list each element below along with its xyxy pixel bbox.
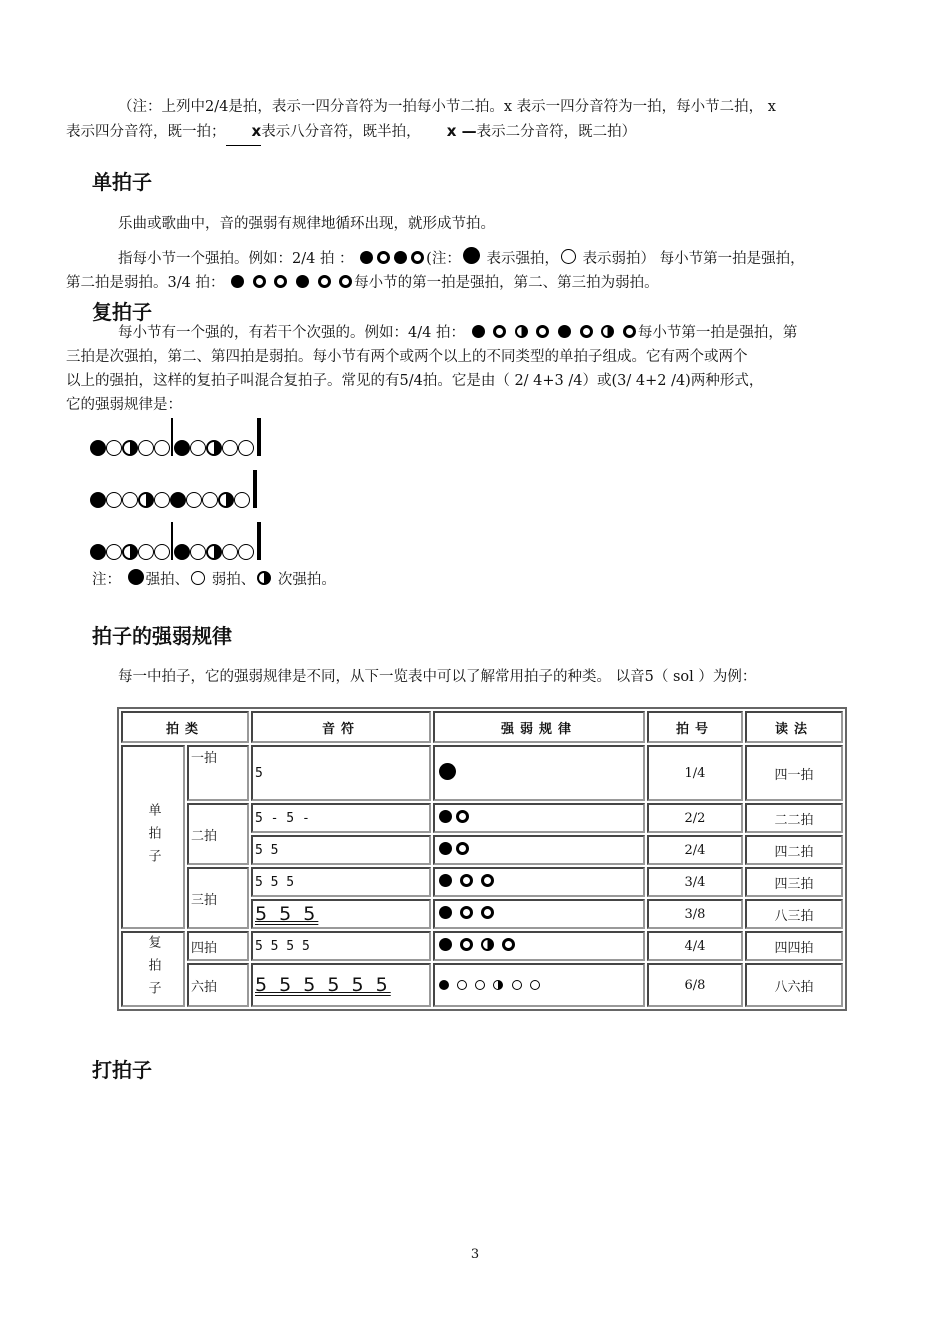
- notes-cell: 5 - 5 -: [251, 803, 431, 833]
- strong-beat-icon: [360, 251, 373, 264]
- signature-cell: 2/4: [647, 835, 743, 865]
- signature-cell: 6/8: [647, 963, 743, 1007]
- note-line-2b: 表示八分音符，既半拍，: [261, 124, 421, 140]
- sub-category: 四拍: [187, 931, 249, 961]
- table-header-row: [121, 711, 843, 743]
- beat-pattern-2: [90, 468, 257, 508]
- pattern-cell: [433, 745, 645, 801]
- reading-cell: 二二拍: [745, 803, 843, 833]
- weak-beat-icon: [318, 275, 331, 288]
- beat-legend: 注： 强拍、 弱拍、 次强拍。: [92, 568, 867, 592]
- strong-beat-icon: [558, 325, 571, 338]
- beat-rules-intro: 每一中拍子，它的强弱规律是不同，从下一览表中可以了解常用拍子的种类。 以音5（ sol ）为例：: [118, 669, 757, 685]
- note-paragraph: [66, 95, 867, 144]
- page-number: 3: [470, 1247, 480, 1262]
- sub-category: 一拍: [187, 745, 249, 801]
- signature-cell: 3/8: [647, 899, 743, 929]
- reading-cell: 四一拍: [745, 745, 843, 801]
- medium-beat-icon: [515, 325, 528, 338]
- note-line-2a: 表示四分音符，既一拍；: [66, 124, 226, 140]
- beat-pattern-3: [90, 520, 261, 560]
- medium-beat-icon: [257, 571, 271, 585]
- header-signature: 拍号: [647, 711, 743, 743]
- strong-beat-icon: [394, 251, 407, 264]
- note-line-1: （注：上列中2/4是拍，表示一四分音符为一拍每小节二拍。x 表示一四分音符为一拍，每小节二拍， x: [118, 99, 776, 115]
- notes-cell: 5 5 5 5 5 5: [251, 963, 431, 1007]
- strong-beat-icon: [463, 247, 480, 264]
- pattern-cell: [433, 963, 645, 1007]
- pattern-cell: [433, 931, 645, 961]
- notes-cell: 5 5 5: [251, 899, 431, 929]
- table-row: [121, 803, 843, 833]
- notes-cell: 5 5 5 5: [251, 931, 431, 961]
- table-row: [121, 745, 843, 801]
- half-note-symbol: x —: [446, 122, 477, 140]
- table-row: [121, 867, 843, 897]
- strong-beat-icon: [472, 325, 485, 338]
- weak-beat-icon: [493, 325, 506, 338]
- group-simple: 单拍子: [121, 745, 185, 929]
- sub-category: 六拍: [187, 963, 249, 1007]
- reading-cell: 四四拍: [745, 931, 843, 961]
- weak-beat-icon: [580, 325, 593, 338]
- weak-beat-icon: [377, 251, 390, 264]
- table-row: [121, 931, 843, 961]
- notes-cell: 5 5 5: [251, 867, 431, 897]
- reading-cell: 四三拍: [745, 867, 843, 897]
- weak-beat-icon: [253, 275, 266, 288]
- weak-beat-icon: [411, 251, 424, 264]
- notes-cell: 5 5: [251, 835, 431, 865]
- header-notes: 音符: [251, 711, 431, 743]
- header-reading: 读法: [745, 711, 843, 743]
- eighth-note-symbol: x: [226, 119, 262, 143]
- weak-beat-icon: [274, 275, 287, 288]
- reading-cell: 八三拍: [745, 899, 843, 929]
- strong-beat-icon: [128, 569, 144, 585]
- reading-cell: 四二拍: [745, 835, 843, 865]
- medium-beat-icon: [601, 325, 614, 338]
- header-category: 拍类: [121, 711, 249, 743]
- signature-cell: 1/4: [647, 745, 743, 801]
- sub-category: 二拍: [187, 803, 249, 865]
- weak-beat-icon: [339, 275, 352, 288]
- beat-pattern-1: [90, 416, 261, 456]
- heading-simple-meter: 单拍子: [92, 170, 152, 194]
- meter-table: [117, 707, 847, 1011]
- header-pattern: 强弱规律: [433, 711, 645, 743]
- pattern-cell: [433, 803, 645, 833]
- compound-meter-paragraph: 每小节有一个强的，有若干个次强的。例如：4/4 拍： 每小节第一拍是强拍，第 三拍是次强拍，第二、第四拍是弱拍。每小节有两个或两个以上的不同类型的单拍子组成。它有两个或两个 以上的强拍，这样的复拍子叫混合复拍子。常见的有5/4拍。它是由（ 2/ 4+3 /4）或(3/ 4+2 /4)两种形式， 它的强弱规律是：: [66, 325, 798, 413]
- note-line-2c: 表示二分音符，既二拍）: [476, 124, 637, 140]
- sub-category: 三拍: [187, 867, 249, 929]
- heading-compound-meter: 复拍子: [92, 300, 152, 324]
- weak-beat-icon: [623, 325, 636, 338]
- pattern-cell: [433, 899, 645, 929]
- simple-meter-paragraph: 指每小节一个强拍。例如：2/4 拍 ： (注： 表示强拍， 表示弱拍） 每小节第一拍是强拍， 第二拍是弱拍。3/4 拍： 每小节的第一拍是强拍，第二、第三拍为弱拍。: [92, 247, 867, 295]
- group-compound: 复拍子: [121, 931, 185, 1007]
- heading-conducting: 打拍子: [92, 1058, 152, 1082]
- signature-cell: 4/4: [647, 931, 743, 961]
- signature-cell: 2/2: [647, 803, 743, 833]
- signature-cell: 3/4: [647, 867, 743, 897]
- table-row: [121, 963, 843, 1007]
- weak-beat-icon: [561, 249, 576, 264]
- weak-beat-icon: [191, 571, 205, 585]
- strong-beat-icon: [296, 275, 309, 288]
- strong-beat-icon: [231, 275, 244, 288]
- pattern-cell: [433, 835, 645, 865]
- heading-beat-rules: 拍子的强弱规律: [92, 624, 232, 648]
- simple-meter-definition: 乐曲或歌曲中，音的强弱有规律地循环出现，就形成节拍。: [118, 216, 495, 232]
- reading-cell: 八六拍: [745, 963, 843, 1007]
- notes-cell: 5: [251, 745, 431, 801]
- weak-beat-icon: [536, 325, 549, 338]
- pattern-cell: [433, 867, 645, 897]
